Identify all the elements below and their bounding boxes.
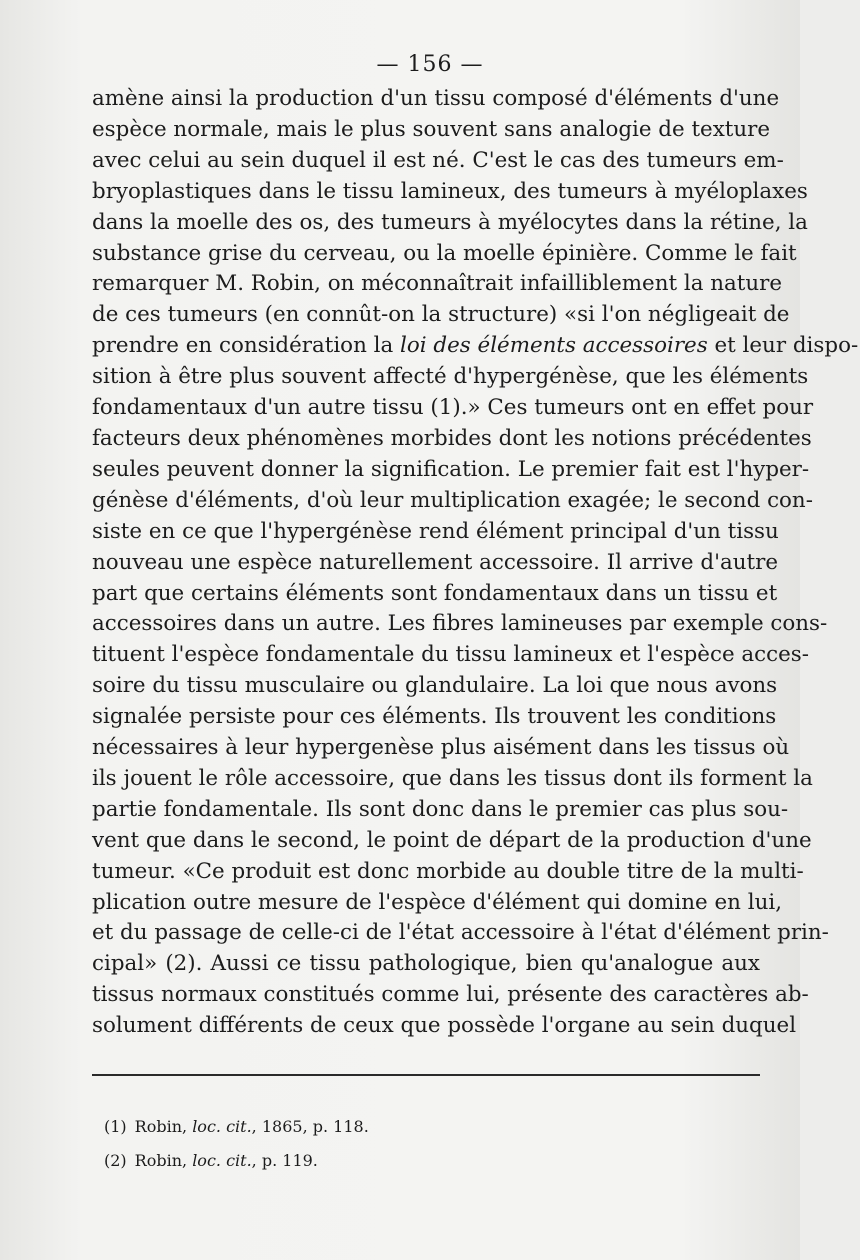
text-line: soire du tissu musculaire ou glandulaire. La loi que nous avons — [92, 673, 778, 699]
text-line: remarquer M. Robin, on méconnaîtrait infailliblement la nature — [92, 271, 783, 297]
text-line: seules peuvent donner la signification. Le premier fait est l'hyper- — [92, 456, 810, 482]
footnote-author: Robin, — [134, 1117, 193, 1136]
text-line: solument différents de ceux que possède l'organe au sein duquel — [92, 1013, 797, 1039]
text-line: nouveau une espèce naturellement accessoire. Il arrive d'autre — [92, 549, 778, 575]
text-line: dans la moelle des os, des tumeurs à myélocytes dans la rétine, la — [92, 209, 808, 235]
italic-phrase: loi des éléments accessoires — [400, 333, 708, 359]
text-line: tissus normaux constitués comme lui, présente des caractères ab- — [92, 982, 809, 1008]
footnote-divider — [92, 1074, 760, 1076]
text-segment: et leur dispo- — [707, 333, 859, 359]
text-line: fondamentaux d'un autre tissu (1).» Ces tumeurs ont en effet pour — [92, 395, 814, 421]
text-line: sition à être plus souvent affecté d'hypergénèse, que les éléments — [92, 364, 809, 390]
text-line: vent que dans le second, le point de départ de la production d'une — [92, 827, 812, 853]
text-line: tumeur. «Ce produit est donc morbide au double titre de la multi- — [92, 858, 804, 884]
text-line: ils jouent le rôle accessoire, que dans les tissus dont ils forment la — [92, 765, 813, 791]
footnote-mark: (2) — [104, 1151, 127, 1170]
text-line: siste en ce que l'hypergénèse rend élément principal d'un tissu — [92, 518, 779, 544]
text-line: nécessaires à leur hypergenèse plus aisément dans les tissus où — [92, 735, 790, 761]
text-line: partie fondamentale. Ils sont donc dans le premier cas plus sou- — [92, 796, 789, 822]
text-line: génèse d'éléments, d'où leur multiplication exagée; le second con- — [92, 487, 813, 513]
text-line: tituent l'espèce fondamentale du tissu lamineux et l'espèce acces- — [92, 642, 809, 668]
text-line: et du passage de celle-ci de l'état accessoire à l'état d'élément prin- — [92, 920, 829, 946]
footnote-citation: loc. cit. — [192, 1117, 252, 1136]
footnote-reference: , p. 119. — [251, 1151, 318, 1170]
body-text — [92, 84, 859, 1042]
text-line: facteurs deux phénomènes morbides dont les notions précédentes — [92, 425, 812, 451]
footnote-citation: loc. cit. — [192, 1151, 252, 1170]
text-line: espèce normale, mais le plus souvent sans analogie de texture — [92, 116, 771, 142]
text-line: part que certains éléments sont fondamentaux dans un tissu et — [92, 580, 778, 606]
text-line: accessoires dans un autre. Les fibres lamineuses par exemple cons- — [92, 611, 828, 637]
footnote-author: Robin, — [134, 1151, 193, 1170]
text-segment: prendre en considération la — [92, 333, 401, 359]
footnotes — [104, 1110, 744, 1178]
footnote-reference: , 1865, p. 118. — [251, 1117, 369, 1136]
text-line: amène ainsi la production d'un tissu composé d'éléments d'une — [92, 86, 780, 111]
text-line: substance grise du cerveau, ou la moelle épinière. Comme le fait — [92, 240, 797, 266]
text-line: avec celui au sein duquel il est né. C'est le cas des tumeurs em- — [92, 147, 784, 173]
text-line: signalée persiste pour ces éléments. Ils trouvent les conditions — [92, 704, 777, 730]
text-line: plication outre mesure de l'espèce d'élément qui domine en lui, — [92, 889, 782, 915]
footnote-mark: (1) — [104, 1117, 127, 1136]
text-line: de ces tumeurs (en connût-on la structure) «si l'on négligeait de — [92, 302, 790, 328]
page-number: — 156 — — [376, 52, 484, 77]
footnote-2 — [104, 1144, 744, 1178]
text-line: bryoplastiques dans le tissu lamineux, des tumeurs à myéloplaxes — [92, 178, 808, 204]
text-line: cipal» (2). Aussi ce tissu pathologique, bien qu'analogue aux — [92, 951, 760, 977]
text-line-with-italic — [92, 331, 859, 362]
footnote-1 — [104, 1110, 744, 1144]
